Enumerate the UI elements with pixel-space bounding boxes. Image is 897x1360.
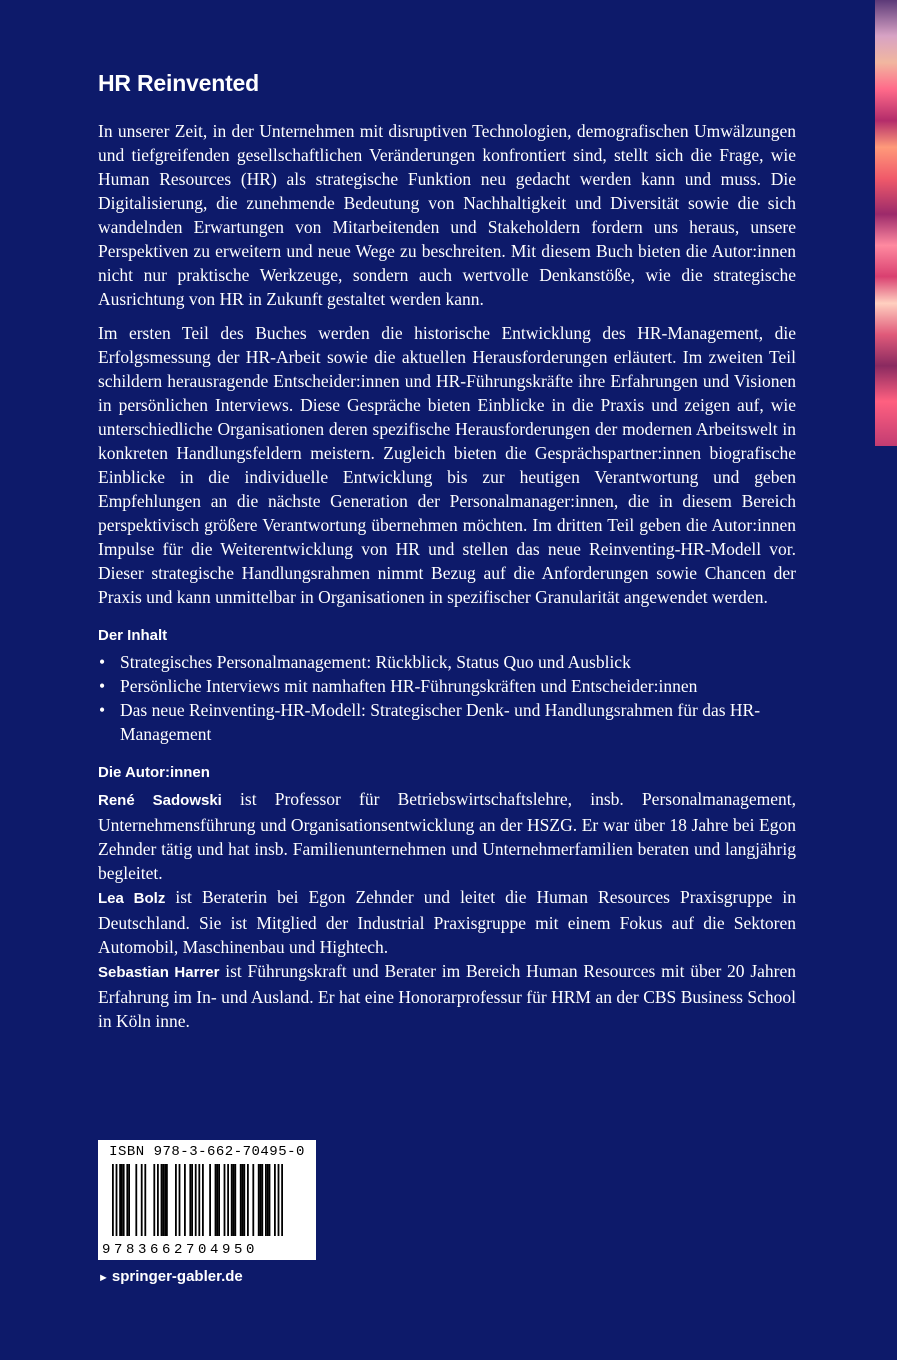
decorative-edge-stripe <box>875 0 897 446</box>
barcode-bar <box>135 1164 137 1236</box>
bullet-icon: • <box>99 652 106 672</box>
list-item <box>98 650 796 674</box>
isbn-barcode <box>98 1140 316 1260</box>
barcode-bar <box>191 1164 193 1236</box>
publisher-url: springer-gabler.de <box>111 1268 243 1285</box>
barcode-bar <box>123 1164 125 1236</box>
barcode-bar <box>243 1164 245 1236</box>
barcode-bar <box>260 1164 262 1236</box>
list-item-text: Persönliche Interviews mit namhaften HR-Führungskräften und Entscheider:innen <box>120 676 698 696</box>
author-bio <box>98 787 796 885</box>
structure-paragraph: Im ersten Teil des Buches werden die historische Entwicklung des HR-Management, die Erfolgsmessung der HR-Arbeit sowie die aktuellen Herausforderungen erläutert. Im zweiten Teil schildern herausragende Entscheider:innen und HR-Führungskräfte ihre Erfahrungen und Visionen in persönlichen Interviews. Diese Gespräche bieten Einblicke in die Praxis und zeigen auf, wie unterschiedliche Organisationen deren spezifische Herausforderungen der modernen Arbeitswelt in konkreten Handlungsfeldern meistern. Zugleich bieten die Gesprächspartner:innen biografische Einblicke in die individuelle Entwicklung bis zur heutigen Verantwortung und geben Empfehlungen an die nächste Generation der Personalmanager:innen, die in diesem Bereich perspektivisch größere Verantwortung übernehmen möchten. Im dritten Teil geben die Autor:innen Impulse für die Weiterentwicklung von HR und stellen das neue Reinventing-HR-Modell vor. Dieser strategische Handlungsrahmen nimmt Bezug auf die Anforderungen sowie Chancen der Praxis und kann unmittelbar in Organisationen in spezifischer Granularität angewendet werden. <box>98 323 796 607</box>
barcode-bar <box>278 1164 280 1236</box>
barcode-bar <box>153 1164 155 1236</box>
barcode-bar <box>164 1164 166 1236</box>
barcode-bar <box>234 1164 236 1236</box>
author-description: ist Führungskraft und Berater im Bereich Human Resources mit über 20 Jahren Erfahrung im In- und Ausland. Er hat eine Honorarprofessur für HRM an der CBS Business School in Köln inne. <box>98 961 796 1031</box>
list-item <box>98 674 796 698</box>
barcode-bar <box>252 1164 254 1236</box>
barcode-bar <box>233 1164 235 1236</box>
barcode-bar <box>189 1164 191 1236</box>
isbn-label: ISBN 978-3-662-70495-0 <box>109 1144 305 1160</box>
author-name: Sebastian Harrer <box>98 964 220 981</box>
barcode-bar <box>195 1164 197 1236</box>
list-item-text: Das neue Reinventing-HR-Modell: Strategischer Denk- und Handlungsrahmen für das HR-Management <box>120 700 761 744</box>
contents-list <box>98 650 796 746</box>
author-bio <box>98 959 796 1033</box>
arrow-icon: ► <box>98 1272 109 1284</box>
barcode-bar <box>240 1164 242 1236</box>
barcode-bar <box>209 1164 211 1236</box>
author-name: Lea Bolz <box>98 890 166 907</box>
list-item <box>98 698 796 746</box>
publisher-link[interactable] <box>98 1268 243 1285</box>
barcode-bar <box>261 1164 263 1236</box>
author-description: ist Beraterin bei Egon Zehnder und leitet die Human Resources Praxisgruppe in Deutschland. Sie ist Mitglied der Industrial Praxisgruppe mit einem Fokus auf die Sektoren Automobil, Maschinenbau und Hightech. <box>98 887 796 957</box>
barcode-bar <box>202 1164 204 1236</box>
barcode-bar <box>227 1164 229 1236</box>
contents-heading: Der Inhalt <box>98 627 168 644</box>
barcode-bar <box>157 1164 159 1236</box>
barcode-bar <box>215 1164 217 1236</box>
bullet-icon: • <box>99 700 106 720</box>
author-name: René Sadowski <box>98 792 222 809</box>
ean-digits: 9783662704950 <box>102 1242 259 1258</box>
barcode-bar <box>166 1164 168 1236</box>
barcode-bar <box>162 1164 164 1236</box>
barcode-bar <box>218 1164 220 1236</box>
barcode-bar <box>231 1164 233 1236</box>
author-bio <box>98 885 796 959</box>
back-cover-content <box>98 70 796 1033</box>
barcode-bar <box>179 1164 181 1236</box>
barcode-bar <box>242 1164 244 1236</box>
bullet-icon: • <box>99 676 106 696</box>
barcode-bar <box>198 1164 200 1236</box>
barcode-bar <box>247 1164 249 1236</box>
list-item-text: Strategisches Personalmanagement: Rückblick, Status Quo und Ausblick <box>120 652 631 672</box>
barcode-bar <box>128 1164 130 1236</box>
barcode-bar <box>161 1164 163 1236</box>
barcode-bar <box>269 1164 271 1236</box>
barcode-bar <box>224 1164 226 1236</box>
barcode-bar <box>258 1164 260 1236</box>
author-description: ist Professor für Betriebswirtschaftslehre, insb. Personalmanagement, Unternehmensführung und Organisationsentwicklung an der HSZG. Er war über 18 Jahre bei Egon Zehnder tätig und hat insb. Familienunternehmen und Unternehmerfamilien beraten und langjährig begleitet. <box>98 789 796 883</box>
barcode-bar <box>281 1164 283 1236</box>
barcode-bar <box>267 1164 269 1236</box>
barcode-bar <box>274 1164 276 1236</box>
barcode-bar <box>144 1164 146 1236</box>
barcode-bar <box>184 1164 186 1236</box>
barcode-bar <box>121 1164 123 1236</box>
barcode-bar <box>119 1164 121 1236</box>
authors-heading: Die Autor:innen <box>98 764 210 781</box>
barcode-bar <box>175 1164 177 1236</box>
barcode-bars <box>112 1164 302 1236</box>
barcode-bar <box>216 1164 218 1236</box>
barcode-bar <box>265 1164 267 1236</box>
barcode-bar <box>116 1164 118 1236</box>
book-title: HR Reinvented <box>98 70 259 96</box>
barcode-bar <box>141 1164 143 1236</box>
barcode-bar <box>112 1164 114 1236</box>
intro-paragraph: In unserer Zeit, in der Unternehmen mit disruptiven Technologien, demografischen Umwälzungen und tiefgreifenden gesellschaftlichen Veränderungen konfrontiert sind, stellt sich die Frage, wie Human Resources (HR) als strategische Funktion neu gedacht werden kann und muss. Die Digitalisierung, die zunehmende Bedeutung von Nachhaltigkeit und Diversität sowie die sich wandelnden Erwartungen von Mitarbeitenden und Stakeholdern fordern uns heraus, unsere Perspektiven zu erweitern und neue Wege zu beschreiten. Mit diesem Buch bieten die Autor:innen nicht nur praktische Werkzeuge, sondern auch wertvolle Denkanstöße, wie die strategische Ausrichtung von HR in Zukunft gestaltet werden kann. <box>98 121 796 309</box>
barcode-bar <box>126 1164 128 1236</box>
